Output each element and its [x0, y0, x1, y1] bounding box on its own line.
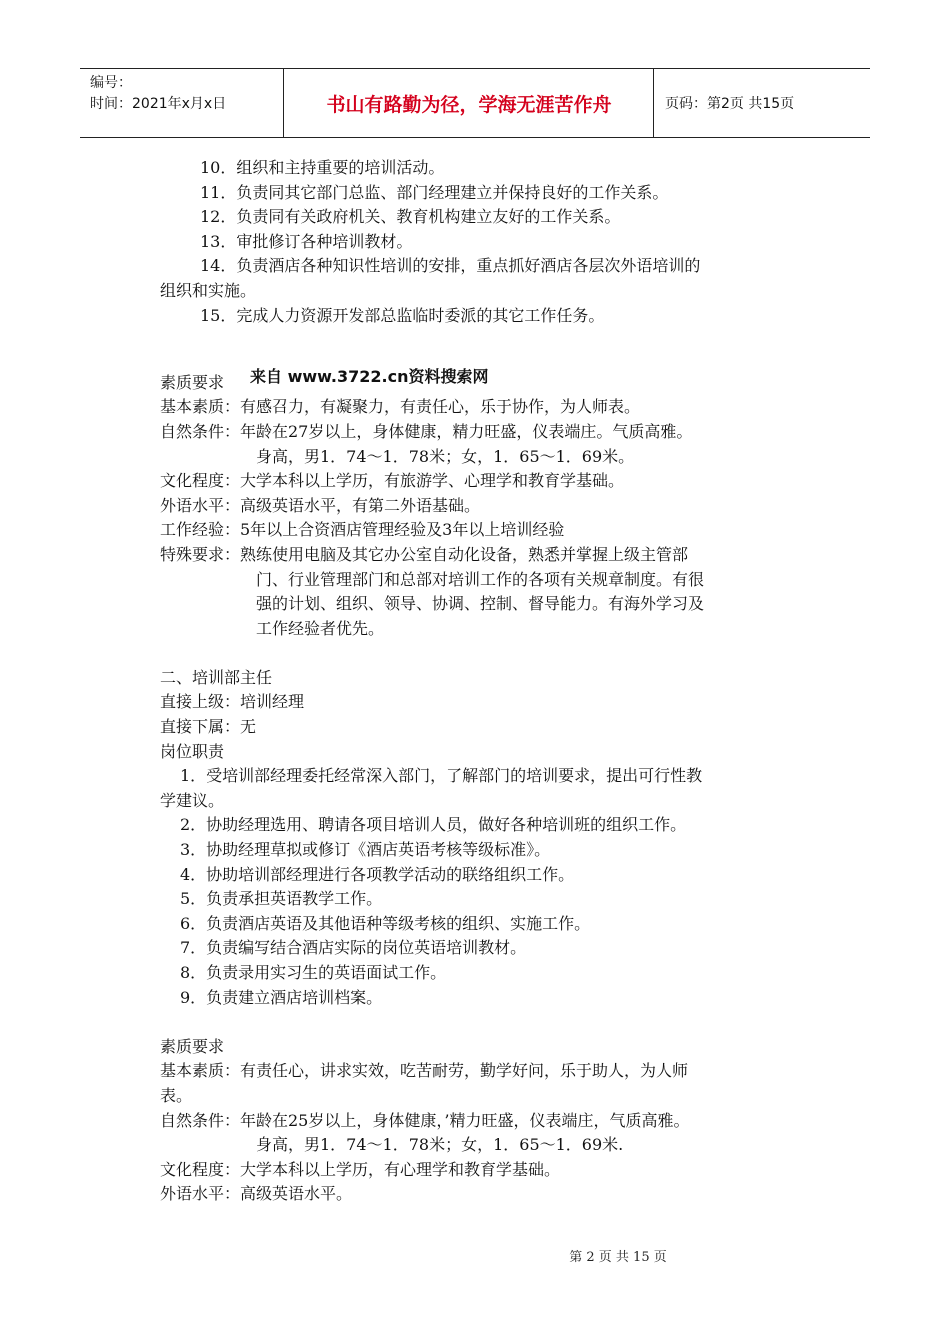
duty-item: 9．负责建立酒店培训档案。 — [180, 987, 383, 1007]
duty-item: 6．负责酒店英语及其他语种等级考核的组织、实施工作。 — [180, 913, 591, 933]
header-divider — [283, 69, 284, 137]
quality-basic: 基本素质：有责任心，讲求实效，吃苦耐劳，勤学好问，乐于助人，为人师 — [160, 1061, 689, 1081]
duty-item-continued: 学建议。 — [160, 790, 225, 810]
quality-natural-continued: 身高，男1．74～1．78米；女，1．65～1．69米。 — [256, 446, 635, 466]
duties-title: 岗位职责 — [160, 741, 225, 761]
duty-item: 11．负责同其它部门总监、部门经理建立并保持良好的工作关系。 — [200, 182, 669, 202]
quality-experience: 工作经验：5年以上合资酒店管理经验及3年以上培训经验 — [160, 520, 565, 540]
watermark-text: 来自 www.3722.cn资料搜索网 — [250, 366, 489, 386]
quality-language: 外语水平：高级英语水平。 — [160, 1184, 353, 1204]
quality-education: 文化程度：大学本科以上学历，有旅游学、心理学和教育学基础。 — [160, 471, 625, 491]
page-header — [80, 68, 870, 138]
direct-superior: 直接上级：培训经理 — [160, 692, 305, 712]
duty-item: 3．协助经理草拟或修订《酒店英语考核等级标准》。 — [180, 840, 551, 860]
quality-education: 文化程度：大学本科以上学历，有心理学和教育学基础。 — [160, 1159, 561, 1179]
quality-title: 素质要求 — [160, 372, 225, 392]
duty-item: 7．负责编写结合酒店实际的岗位英语培训教材。 — [180, 938, 527, 958]
duty-item: 15．完成人力资源开发部总监临时委派的其它工作任务。 — [200, 305, 605, 325]
quality-basic: 基本素质：有感召力，有凝聚力，有责任心，乐于协作，为人师表。 — [160, 397, 641, 417]
quality-natural: 自然条件：年龄在27岁以上，身体健康，精力旺盛，仪表端庄。气质高雅。 — [160, 421, 693, 441]
header-motto: 书山有路勤为径，学海无涯苦作舟 — [326, 93, 612, 116]
duty-item: 8．负责录用实习生的英语面试工作。 — [180, 963, 447, 982]
duty-item: 5．负责承担英语教学工作。 — [180, 889, 383, 909]
duty-item: 10．组织和主持重要的培训活动。 — [200, 158, 445, 177]
header-page-info: 页码：第2页 共15页 — [665, 96, 795, 112]
quality-section-title — [160, 366, 820, 396]
spacer — [160, 641, 820, 666]
quality-section-title: 素质要求 — [160, 1036, 225, 1056]
page-footer — [0, 1246, 950, 1265]
duty-item-continued: 组织和实施。 — [160, 280, 257, 300]
quality-language: 外语水平：高级英语水平，有第二外语基础。 — [160, 495, 481, 515]
duty-item: 13．审批修订各种培训教材。 — [200, 231, 413, 251]
header-left — [90, 73, 226, 115]
duty-item: 14．负责酒店各种知识性培训的安排，重点抓好酒店各层次外语培训的 — [200, 256, 701, 276]
duty-item: 2．协助经理选用、聘请各项目培训人员，做好各种培训班的组织工作。 — [180, 815, 687, 835]
time-label: 时间：2021年x月x日 — [90, 96, 227, 112]
duty-item: 12．负责同有关政府机关、教育机构建立友好的工作关系。 — [200, 207, 621, 227]
spacer — [160, 328, 820, 353]
number-label: 编号： — [90, 75, 132, 91]
duty-item: 4．协助培训部经理进行各项教学活动的联络组织工作。 — [180, 864, 575, 884]
page-number: 第 2 页 共 15 页 — [569, 1250, 667, 1265]
duty-item: 1．受培训部经理委托经常深入部门，了解部门的培训要求，提出可行性教 — [180, 766, 703, 786]
quality-natural: 自然条件：年龄在25岁以上，身体健康，’精力旺盛，仪表端庄，气质高雅。 — [160, 1110, 690, 1130]
quality-special-continued: 工作经验者优先。 — [256, 618, 385, 638]
quality-special: 特殊要求：熟练使用电脑及其它办公室自动化设备，熟悉并掌握上级主管部 — [160, 544, 689, 564]
header-divider — [653, 69, 654, 137]
quality-special-continued: 门、行业管理部门和总部对培训工作的各项有关规章制度。有很 — [256, 569, 705, 589]
quality-special-continued: 强的计划、组织、领导、协调、控制、督导能力。有海外学习及 — [256, 594, 705, 614]
spacer — [160, 1010, 820, 1035]
quality-basic-continued: 表。 — [160, 1085, 193, 1105]
section-title: 二、培训部主任 — [160, 667, 273, 687]
direct-subordinate: 直接下属：无 — [160, 717, 257, 737]
document-body — [160, 156, 820, 1207]
quality-natural-continued: 身高，男1．74～1．78米；女，1．65～1．69米. — [256, 1135, 624, 1155]
